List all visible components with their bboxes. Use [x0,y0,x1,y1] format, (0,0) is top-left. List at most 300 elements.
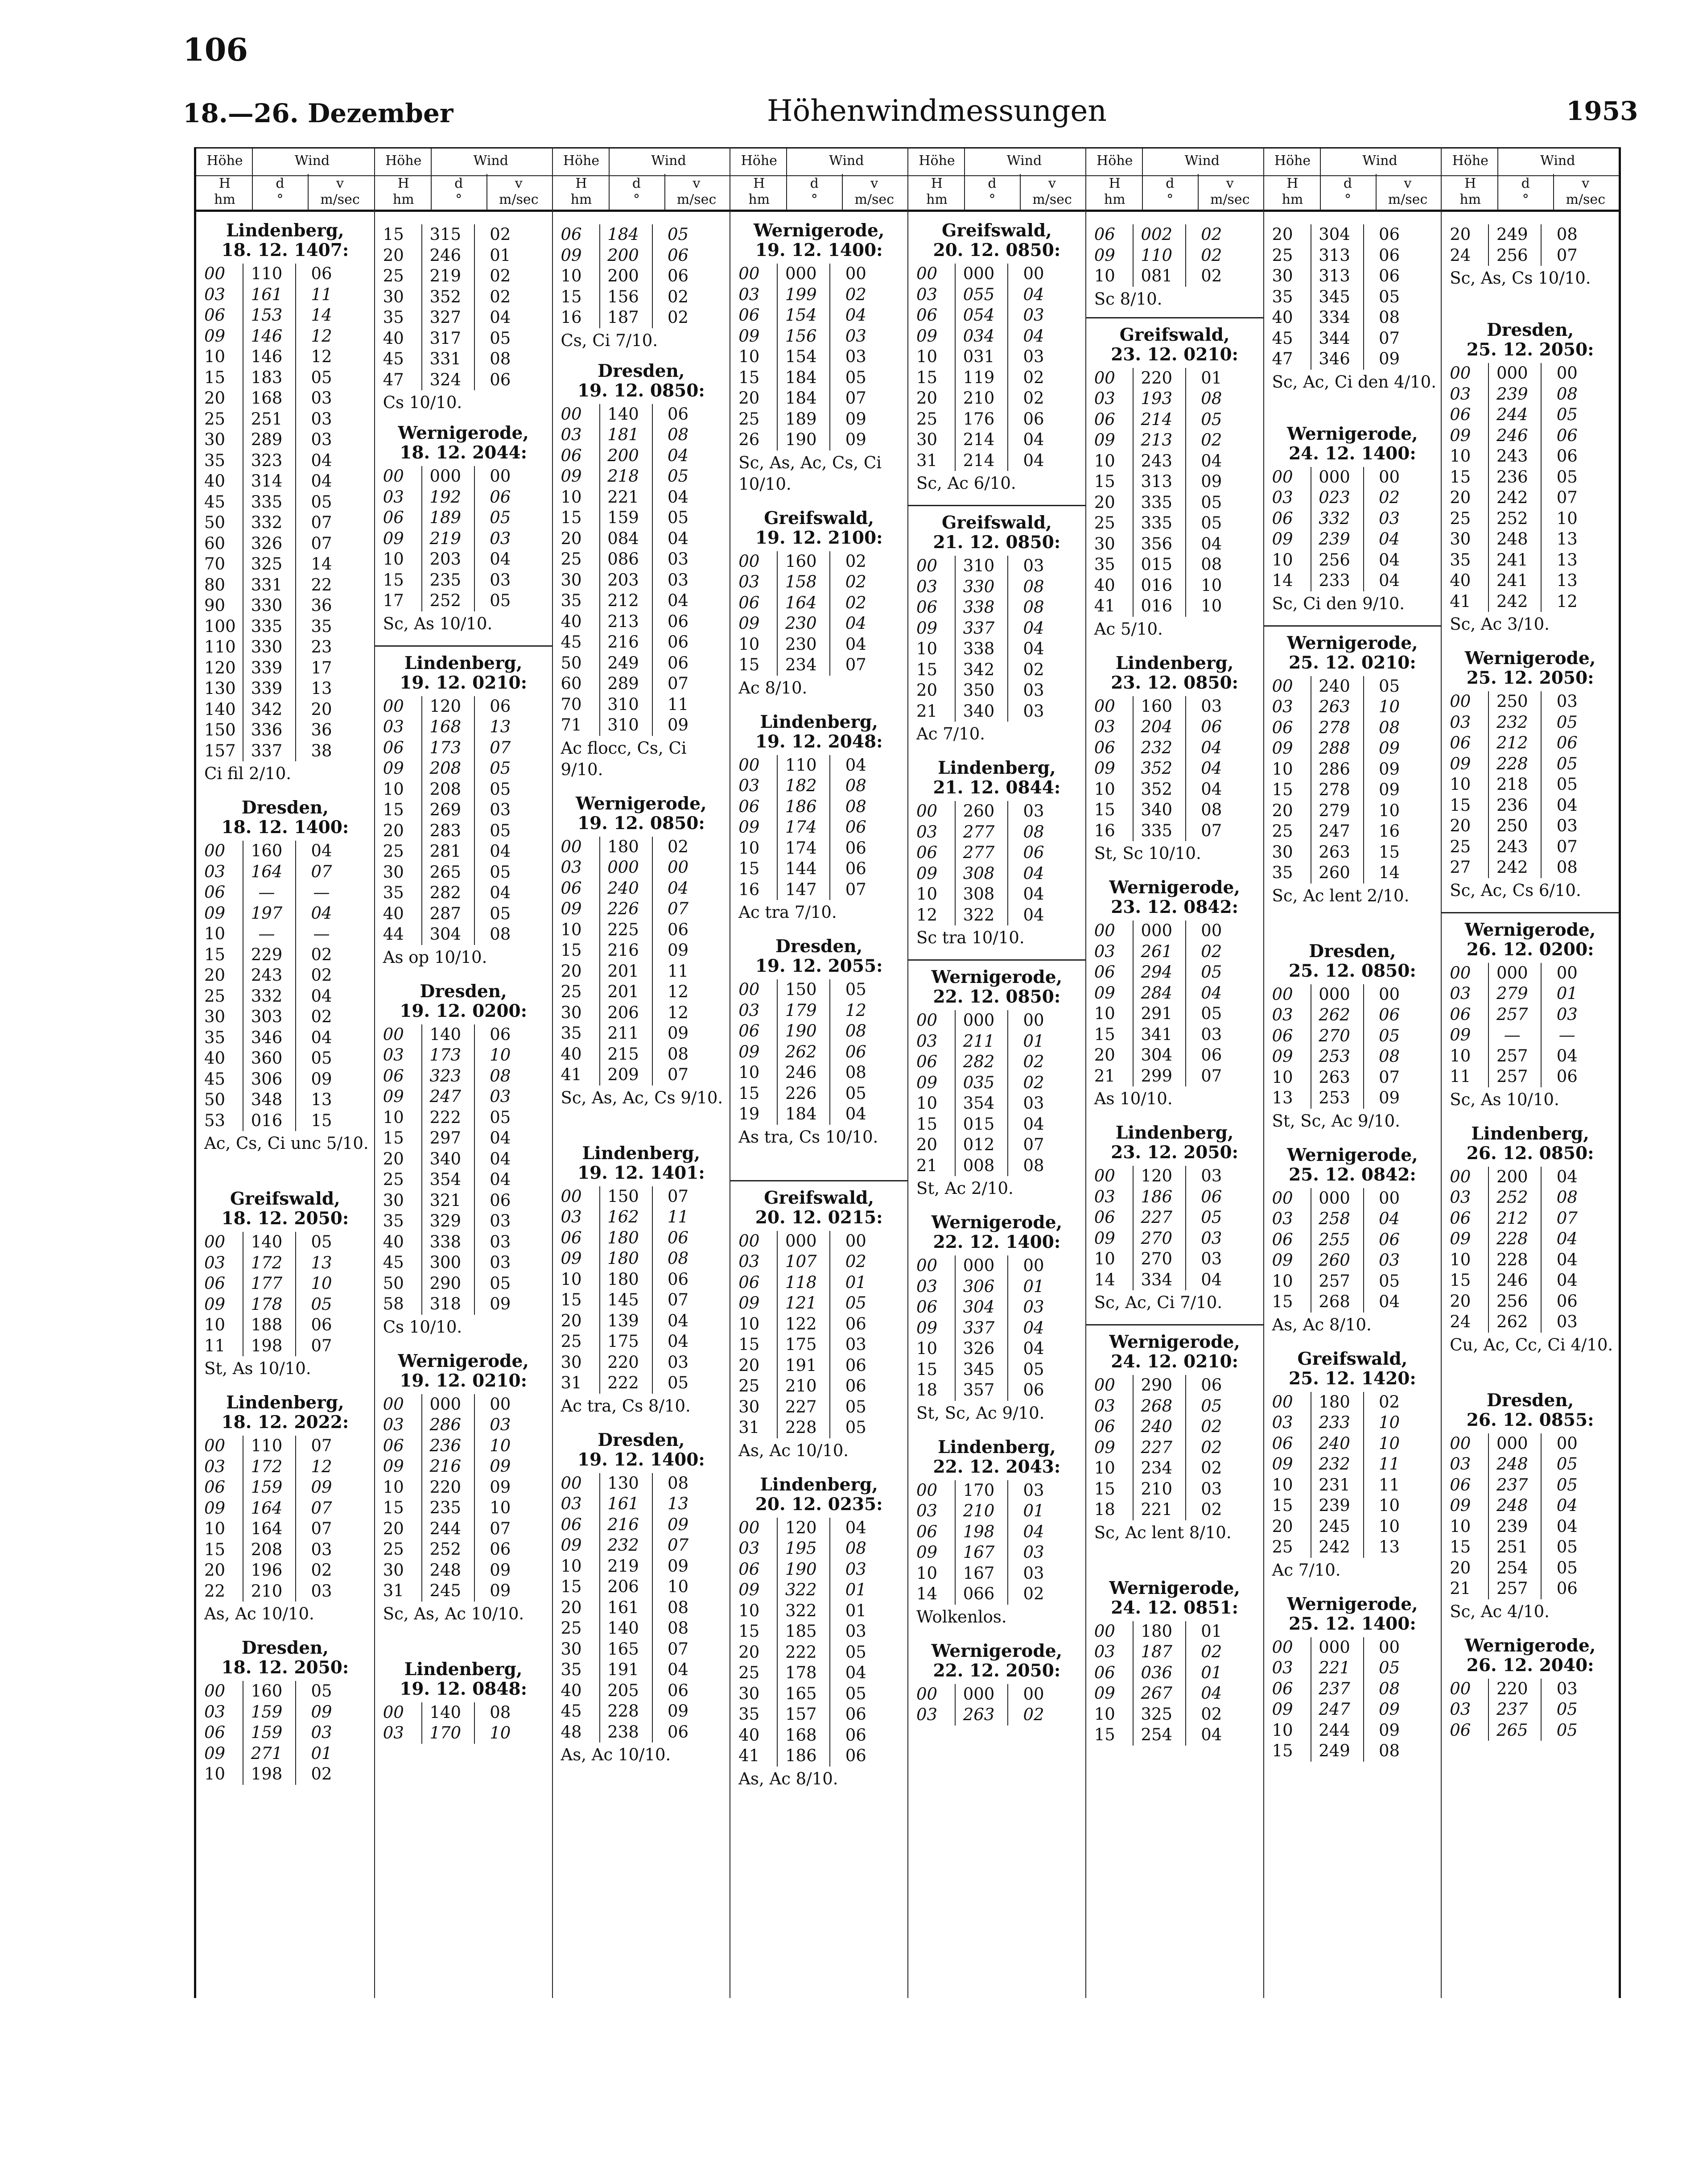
height-cell: 25 [383,842,404,861]
table-row [908,842,1085,863]
direction-cell: 300 [429,1253,462,1272]
height-cell: 06 [1272,718,1293,737]
cloud-note: St, As 10/10. [204,1359,311,1378]
height-cell: 06 [738,593,760,612]
station-date: 19. 12. 0210: [400,1370,528,1391]
height-cell: 14 [916,1584,938,1603]
direction-cell: 162 [607,1207,639,1226]
table-row [1264,1495,1441,1516]
direction-cell: 240 [1319,676,1350,696]
direction-cell: 160 [1141,696,1173,716]
height-cell: 10 [383,549,404,569]
table-row [1264,328,1441,349]
table-row [730,1251,907,1272]
cloud-note: Sc, Ac 6/10. [916,474,1016,493]
station-name: Greifswald, [230,1189,340,1209]
table-row [1264,1720,1441,1741]
speed-cell: 04 [311,841,332,860]
height-cell: 00 [1272,984,1293,1004]
table-row [1264,697,1441,718]
speed-cell: 09 [490,1560,511,1580]
speed-cell: 05 [1556,1475,1578,1495]
height-cell: 00 [561,404,582,424]
speed-cell: 03 [490,1211,511,1230]
direction-cell: 242 [1496,858,1528,877]
table-row [908,1542,1085,1563]
direction-cell: 184 [785,388,817,408]
height-cell: 10 [1094,1249,1115,1268]
height-cell: 21 [916,1156,938,1175]
table-row [1086,1437,1263,1458]
speed-cell: 06 [845,1705,866,1724]
speed-cell: 06 [1556,1579,1578,1598]
station-date: 23. 12. 0850: [1111,672,1239,693]
height-cell: 30 [383,862,404,882]
direction-cell: 326 [251,533,283,553]
direction-cell: 190 [785,430,817,449]
direction-cell: 225 [607,920,639,939]
height-cell: 40 [383,328,404,348]
cloud-note: Sc 8/10. [1094,289,1163,309]
speed-cell: 05 [1201,513,1222,533]
table-row [1264,1516,1441,1537]
table-row [908,347,1085,367]
station-block [1086,221,1263,310]
table-row [730,1083,907,1104]
table-row [1264,245,1441,266]
table-row [196,1069,374,1090]
height-cell: 30 [916,430,938,449]
height-cell: 09 [738,817,760,837]
header-row-2 [1086,174,1263,212]
speed-cell: 05 [490,328,511,348]
speed-cell: 04 [311,1028,332,1047]
height-cell: 06 [1094,962,1115,982]
speed-cell: 00 [1378,467,1400,487]
height-cell: 10 [1450,1250,1471,1269]
table-row [1264,1067,1441,1088]
station-heading [375,653,552,693]
height-cell: 24 [1450,245,1471,265]
direction-cell: 000 [785,264,817,283]
speed-cell: 05 [1378,1271,1400,1291]
height-cell: 00 [1272,676,1293,696]
speed-cell: 06 [1201,1045,1222,1065]
table-row [730,347,907,367]
speed-cell: 08 [1201,800,1222,819]
station-name: Wernigerode, [398,423,529,443]
direction-cell: 306 [963,1276,995,1296]
direction-cell: 244 [1319,1720,1350,1740]
direction-cell: 323 [429,1066,462,1086]
direction-cell: 250 [1496,816,1528,835]
speed-cell: 04 [1201,759,1222,778]
table-row [1442,1004,1619,1025]
height-cell: 09 [1094,1228,1115,1248]
speed-cell: 09 [667,1556,689,1576]
height-cell: 45 [383,349,404,368]
height-cell: 25 [383,266,404,285]
speed-cell: 10 [1378,1433,1400,1453]
height-cell: 10 [204,347,226,366]
cloud-note: Sc, Ac, Ci den 4/10. [1272,372,1436,392]
table-row [196,285,374,306]
table-row [908,639,1085,660]
height-cell: 30 [1272,842,1293,862]
table-row [1264,1271,1441,1292]
table-row [375,1477,552,1498]
station-heading [908,1213,1085,1252]
height-cell: 10 [1450,775,1471,794]
height-cell: 31 [738,1418,760,1437]
table-row [196,1743,374,1764]
height-cell: 06 [204,883,226,902]
speed-cell: 36 [311,596,332,615]
table-row [1086,738,1263,759]
speed-cell: 08 [1201,555,1222,574]
height-cell: 30 [383,1190,404,1210]
direction-cell: 348 [251,1090,283,1109]
speed-cell: 02 [1201,245,1222,265]
station-block [730,508,907,699]
height-cell: 00 [916,1480,938,1500]
speed-cell: 05 [311,492,332,512]
direction-cell: 000 [429,1394,462,1414]
direction-cell: 236 [429,1436,462,1455]
speed-cell: 04 [1201,738,1222,757]
height-cell: 00 [1272,1188,1293,1208]
speed-cell: 02 [667,837,689,856]
station-heading [1264,1349,1441,1388]
table-row [1442,425,1619,446]
height-cell: 03 [383,1415,404,1434]
table-row [908,1318,1085,1339]
station-heading [908,221,1085,260]
table-row [1086,1003,1263,1024]
table-row [553,857,730,878]
table-row [1264,487,1441,508]
direction-cell: 185 [785,1622,817,1641]
height-cell: 00 [204,841,226,860]
header-d: d [632,176,641,191]
height-cell: 25 [383,1540,404,1559]
cloud-note: Ac 7/10. [916,724,985,743]
speed-cell: 04 [845,1663,866,1682]
speed-cell: 04 [845,306,866,325]
direction-cell: 251 [1496,1537,1528,1556]
table-row [730,551,907,572]
table-row [196,741,374,762]
direction-cell: 322 [963,905,995,925]
speed-cell: 01 [845,1580,866,1599]
table-row [553,961,730,982]
table-row [1086,1024,1263,1045]
cloud-note: Ac tra 7/10. [738,903,837,922]
table-row [1442,1291,1619,1312]
table-row [730,1334,907,1355]
height-cell: 03 [1450,1188,1471,1207]
direction-cell: 110 [251,264,283,283]
direction-cell: 257 [1496,1004,1528,1024]
table-row [730,285,907,306]
direction-cell: 339 [251,679,283,698]
direction-cell: 219 [429,266,462,285]
speed-cell: 03 [311,409,332,429]
height-cell: 00 [383,1394,404,1414]
height-cell: 45 [1272,328,1293,348]
height-cell: 03 [1094,1187,1115,1206]
height-cell: 15 [1450,795,1471,815]
height-cell: 20 [738,1642,760,1662]
direction-cell: 120 [785,1518,817,1537]
direction-cell: 262 [1496,1312,1528,1331]
height-cell: 09 [1272,529,1293,549]
station-block [908,967,1085,1199]
station-name: Lindenberg, [938,1437,1056,1457]
speed-cell: 04 [311,471,332,491]
speed-cell: 06 [667,1228,689,1247]
direction-cell: 330 [251,637,283,656]
height-cell: 00 [916,1256,938,1275]
table-row [196,1336,374,1357]
table-row [553,1515,730,1536]
station-name: Greifswald, [942,220,1052,241]
speed-cell: 04 [1201,1270,1222,1289]
table-row [375,1252,552,1273]
direction-cell: 233 [1319,571,1350,590]
speed-cell: 06 [1201,717,1222,736]
station-name: Lindenberg, [760,1474,878,1495]
direction-cell: 234 [1141,1458,1173,1478]
direction-cell: 299 [1141,1066,1173,1086]
table-row [730,1417,907,1438]
height-cell: 47 [383,370,404,389]
direction-cell: 263 [963,1705,995,1724]
station-block [1086,878,1263,1110]
speed-cell: 04 [490,549,511,569]
speed-cell: 07 [311,1336,332,1355]
station-heading [553,1144,730,1183]
table-row [196,841,374,862]
cloud-note: Cu, Ac, Cc, Ci 4/10. [1450,1335,1613,1354]
station-block [196,1189,374,1379]
height-cell: 35 [204,1028,226,1047]
height-cell: 03 [1450,712,1471,732]
direction-cell: 214 [1141,409,1173,429]
station-block [1442,920,1619,1111]
speed-cell: 12 [311,1457,332,1476]
speed-cell: 09 [490,1581,511,1600]
table-row [375,1045,552,1066]
table-row [196,1498,374,1519]
speed-cell: 05 [845,367,866,387]
cloud-note: As, Ac 10/10. [204,1604,314,1623]
header-ms: m/sec [320,192,360,207]
speed-cell: — [313,883,330,902]
speed-cell: 05 [845,1397,866,1416]
speed-cell: 05 [1556,1537,1578,1556]
direction-cell: 186 [785,1746,817,1765]
height-cell: 03 [1094,1642,1115,1661]
height-cell: 16 [561,308,582,327]
table-row [375,349,552,370]
direction-cell: 228 [1496,1229,1528,1248]
table-row [375,307,552,328]
speed-cell: 04 [667,591,689,610]
table-row [1086,451,1263,472]
direction-cell: 321 [429,1190,462,1210]
direction-cell: 140 [607,404,639,424]
direction-cell: 210 [251,1581,283,1601]
table-row [375,1107,552,1128]
speed-cell: 04 [845,614,866,633]
height-cell: 09 [1094,245,1115,265]
table-row [553,611,730,632]
table-row [730,797,907,817]
header-d: d [1521,176,1530,191]
direction-cell: 196 [251,1561,283,1580]
header-row-2 [1264,174,1441,212]
table-row [375,1436,552,1457]
direction-cell: 167 [963,1563,995,1583]
height-cell: 06 [1272,1433,1293,1453]
direction-cell: 081 [1141,266,1173,285]
cloud-note: As 10/10. [1094,1089,1173,1108]
table-row [1442,224,1619,245]
speed-cell: 06 [490,487,511,507]
speed-cell: 02 [311,1561,332,1580]
direction-cell: 176 [963,409,995,429]
height-cell: 06 [916,843,938,862]
table-row [196,616,374,637]
height-cell: 03 [1272,488,1293,507]
station-block [1442,221,1619,289]
speed-cell: 03 [490,1415,511,1434]
height-cell: 120 [204,658,236,677]
table-row [1086,575,1263,596]
height-cell: 10 [1272,1475,1293,1495]
speed-cell: 06 [1023,409,1044,429]
table-row [908,1114,1085,1135]
speed-cell: 04 [1556,1229,1578,1248]
direction-cell: 212 [1496,733,1528,752]
table-row [375,590,552,611]
speed-cell: 06 [311,264,332,283]
table-row [908,1052,1085,1073]
table-row [1086,758,1263,779]
table-row [375,1086,552,1107]
direction-cell: 220 [429,1477,462,1497]
speed-cell: 08 [845,1063,866,1082]
table-row [196,637,374,658]
table-row [375,245,552,266]
table-row [196,965,374,986]
height-cell: 06 [383,1436,404,1455]
speed-cell: 09 [1378,1720,1400,1740]
direction-cell: 198 [963,1522,995,1541]
table-row [908,801,1085,822]
height-cell: 00 [204,1436,226,1455]
speed-cell: 07 [1556,245,1578,265]
speed-cell: 06 [845,838,866,858]
direction-cell: 323 [251,450,283,470]
direction-cell: 256 [1319,550,1350,570]
height-cell: 15 [383,1498,404,1517]
station-heading [1264,424,1441,463]
station-block [1264,1594,1441,1762]
table-row [196,409,374,430]
station-block [553,221,730,351]
direction-cell: 161 [607,1598,639,1617]
height-cell: 25 [383,1170,404,1189]
station-name: Wernigerode, [931,1640,1063,1661]
speed-cell: 08 [1023,822,1044,842]
table-row [375,696,552,717]
station-date: 23. 12. 0842: [1111,897,1239,917]
table-row [730,634,907,655]
table-row [1442,816,1619,837]
height-cell: 50 [204,513,226,532]
table-row [908,1380,1085,1401]
table-row [730,655,907,676]
speed-cell: 08 [1023,1156,1044,1175]
table-row [908,1480,1085,1501]
direction-cell: 175 [785,1335,817,1354]
speed-cell: 00 [1023,1011,1044,1030]
table-row [375,1294,552,1315]
table-row [908,1563,1085,1584]
direction-cell: 308 [963,863,995,883]
height-cell: 00 [204,1681,226,1701]
speed-cell: 12 [667,1003,689,1022]
table-row [1442,1475,1619,1496]
speed-cell: 03 [1023,347,1044,366]
table-row [1264,780,1441,801]
direction-cell: 338 [963,598,995,617]
speed-cell: 03 [490,570,511,590]
direction-cell: 232 [1319,1454,1350,1474]
height-cell: 35 [738,1705,760,1724]
speed-cell: 06 [1556,425,1578,445]
cloud-note: As tra, Cs 10/10. [738,1127,878,1147]
direction-cell: 268 [1141,1396,1173,1416]
direction-cell: 228 [1496,1250,1528,1269]
height-cell: 09 [204,326,226,346]
speed-cell: 06 [1201,1375,1222,1395]
header-h: H [1464,176,1476,191]
table-row [1264,718,1441,739]
speed-cell: 05 [667,467,689,486]
speed-cell: 00 [667,858,689,877]
direction-cell: 016 [251,1111,283,1130]
direction-cell: 110 [1141,245,1173,265]
direction-cell: 294 [1141,962,1173,982]
height-cell: 40 [561,1680,582,1700]
direction-cell: 265 [429,862,462,882]
table-column [1441,147,1619,1998]
speed-cell: 02 [1023,660,1044,679]
cloud-note: Sc, Ac 3/10. [1450,615,1550,634]
direction-cell: 210 [1141,1479,1173,1499]
direction-cell: 161 [251,285,283,304]
table-row [908,326,1085,347]
speed-cell: 05 [1201,492,1222,512]
speed-cell: 36 [311,720,332,739]
table-row [1086,1228,1263,1249]
speed-cell: 08 [1023,598,1044,617]
direction-cell: 243 [1496,837,1528,856]
direction-cell: 277 [963,822,995,842]
